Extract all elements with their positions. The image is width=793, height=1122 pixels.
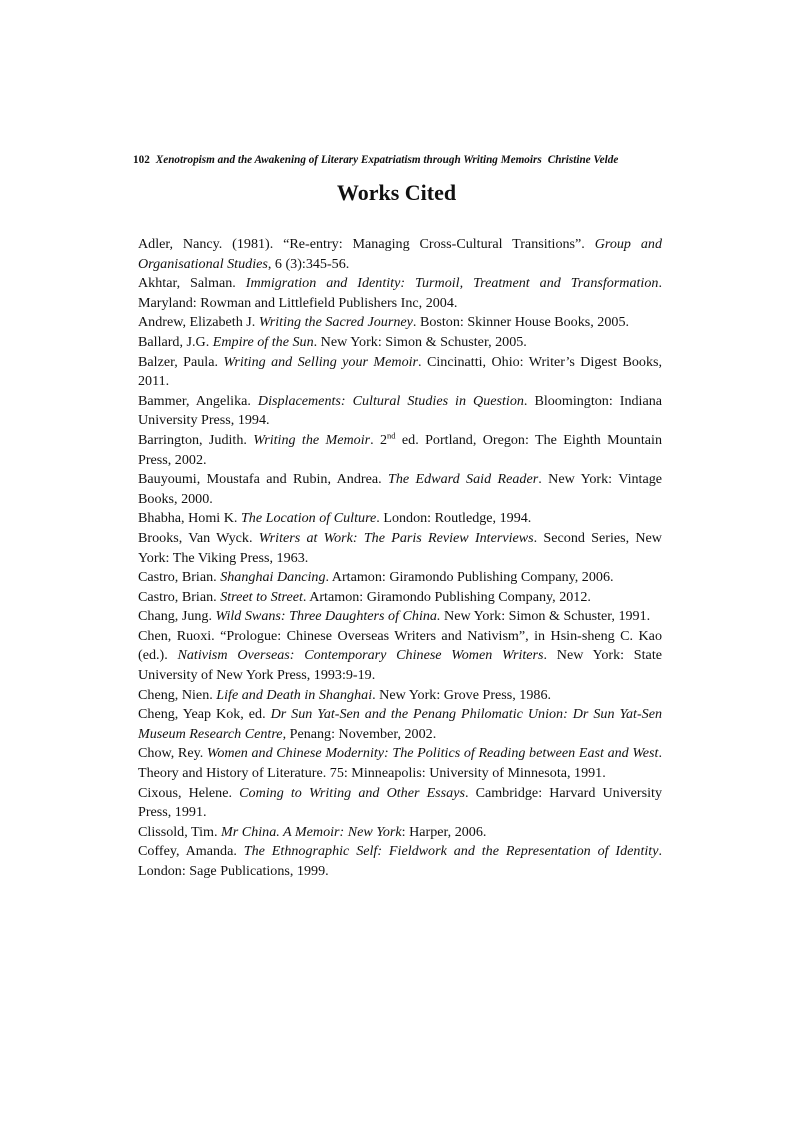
entry-title-italic: Immigration and Identity: Turmoil, Treatment and Transformation <box>245 275 659 292</box>
entry-text: Chang, Jung. <box>138 608 216 625</box>
entry-title-italic: Writers at Work: The Paris Review Interviews <box>258 529 534 546</box>
entry-text: . London: Routledge, 1994. <box>376 510 532 527</box>
bibliography-entry <box>138 529 662 568</box>
entry-text: . Maryland: Rowman and Littlefield Publishers Inc, 2004. <box>138 275 662 311</box>
entry-title-italic: Displacements: Cultural Studies in Question <box>257 392 524 409</box>
bibliography-list <box>138 235 662 882</box>
entry-text: Chen, Ruoxi. “Prologue: Chinese Overseas Writers and Nativism”, in Hsin-sheng C. Kao (ed.). <box>138 627 662 664</box>
entry-text: . Boston: Skinner House Books, 2005. <box>412 314 630 331</box>
entry-text: Balzer, Paula. <box>138 353 224 370</box>
entry-title-italic: Women and Chinese Modernity: The Politics of Reading between East and West <box>206 745 659 762</box>
entry-text: . New York: Grove Press, 1986. <box>372 686 552 703</box>
bibliography-entry <box>138 686 662 706</box>
bibliography-entry <box>138 353 662 392</box>
entry-text: . Bloomington: Indiana University Press, 1994. <box>138 392 663 429</box>
bibliography-entry <box>138 313 662 333</box>
entry-text: Brooks, Van Wyck. <box>138 529 259 546</box>
entry-title-italic: Shanghai Dancing <box>220 569 326 586</box>
entry-text: : Harper, 2006. <box>401 823 487 840</box>
entry-text: Coffey, Amanda. <box>138 843 244 860</box>
entry-text: Clissold, Tim. <box>138 823 222 840</box>
entry-text: . Artamon: Giramondo Publishing Company, 2012. <box>302 588 591 605</box>
entry-text: Castro, Brian. <box>138 569 221 586</box>
bibliography-entry <box>138 823 662 843</box>
entry-text: . London: Sage Publications, 1999. <box>138 843 662 879</box>
bibliography-entry <box>138 607 662 627</box>
entry-text: Andrew, Elizabeth J. <box>138 314 259 331</box>
entry-text: Cixous, Helene. <box>138 784 240 801</box>
entry-title-italic: Writing and Selling your Memoir <box>223 353 419 370</box>
entry-title-italic: The Ethnographic Self: Fieldwork and the Representation of Identity <box>243 843 659 860</box>
bibliography-entry <box>138 842 662 881</box>
entry-title-italic: The Location of Culture <box>240 510 377 527</box>
entry-text: . New York: Simon & Schuster, 2005. <box>313 333 527 350</box>
entry-text: Cheng, Yeap Kok, ed. <box>138 706 271 723</box>
entry-text: . Artamon: Giramondo Publishing Company, 2006. <box>325 569 614 586</box>
bibliography-entry <box>138 744 662 783</box>
bibliography-entry <box>138 705 662 744</box>
entry-text: Castro, Brian. <box>138 588 221 605</box>
entry-text: Bauyoumi, Moustafa and Rubin, Andrea. <box>138 471 389 488</box>
entry-text: . Second Series, New York: The Viking Press, 1963. <box>138 529 662 566</box>
entry-text: . Cincinatti, Ohio: Writer’s Digest Books, 2011. <box>138 353 663 390</box>
entry-title-italic: Mr China. A Memoir: New York <box>221 823 402 840</box>
entry-text: . 2 <box>370 431 388 448</box>
entry-text: Ballard, J.G. <box>138 333 213 350</box>
bibliography-entry <box>138 784 662 823</box>
entry-title-italic: Group and Organisational Studies <box>138 236 662 272</box>
entry-title-italic: Life and Death in Shanghai <box>216 686 373 703</box>
page-number: 102 <box>133 154 150 166</box>
entry-title-italic: Empire of the Sun <box>212 333 314 350</box>
entry-title-italic: Dr Sun Yat-Sen and the Penang Philomatic Union: Dr Sun Yat-Sen Museum Research Centre <box>138 706 662 742</box>
entry-text: Chow, Rey. <box>138 745 207 762</box>
entry-title-italic: Writing the Sacred Journey <box>258 314 413 331</box>
entry-text: . New York: State University of New York Press, 1993:9-19. <box>138 647 662 684</box>
entry-text: Bhabha, Homi K. <box>138 510 241 527</box>
bibliography-entry <box>138 588 662 608</box>
entry-superscript: nd <box>387 430 396 441</box>
entry-text: Bammer, Angelika. <box>138 392 258 409</box>
bibliography-entry <box>138 627 662 686</box>
entry-title-italic: Street to Street <box>220 588 303 605</box>
entry-title-italic: The Edward Said Reader <box>388 471 539 488</box>
entry-text: ed. Portland, Oregon: The Eighth Mountain Press, 2002. <box>138 431 662 468</box>
entry-text: Adler, Nancy. (1981). “Re-entry: Managing Cross-Cultural Transitions”. <box>138 236 595 252</box>
running-head <box>133 154 663 166</box>
entry-text: Akhtar, Salman. <box>138 275 246 292</box>
bibliography-entry <box>138 333 662 353</box>
bibliography-entry <box>138 235 662 274</box>
entry-text: Cheng, Nien. <box>138 686 217 703</box>
bibliography-entry <box>138 509 662 529</box>
entry-text: , Penang: November, 2002. <box>282 725 437 742</box>
entry-text: . Theory and History of Literature. 75: Minneapolis: University of Minnesota, 1991. <box>138 745 662 782</box>
entry-text: . Cambridge: Harvard University Press, 1991. <box>138 784 662 821</box>
entry-title-italic: Wild Swans: Three Daughters of China. <box>215 608 441 625</box>
entry-title-italic: Coming to Writing and Other Essays <box>239 784 465 801</box>
entry-text: New York: Simon & Schuster, 1991. <box>440 608 651 625</box>
running-head-title: Xenotropism and the Awakening of Literary Expatriatism through Writing Memoirs <box>155 154 542 166</box>
bibliography-entry <box>138 274 662 313</box>
entry-title-italic: Nativism Overseas: Contemporary Chinese Women Writers <box>177 647 544 664</box>
entry-text: , 6 (3):345-56. <box>267 255 350 272</box>
bibliography-entry <box>138 392 662 431</box>
bibliography-entry <box>138 470 662 509</box>
page-title: Works Cited <box>336 180 457 205</box>
running-head-author: Christine Velde <box>547 154 619 166</box>
bibliography-entry <box>138 431 662 470</box>
entry-title-italic: Writing the Memoir <box>253 431 371 448</box>
entry-text: Barrington, Judith. <box>138 431 254 448</box>
entry-text: . New York: Vintage Books, 2000. <box>138 471 662 507</box>
bibliography-entry <box>138 568 662 588</box>
